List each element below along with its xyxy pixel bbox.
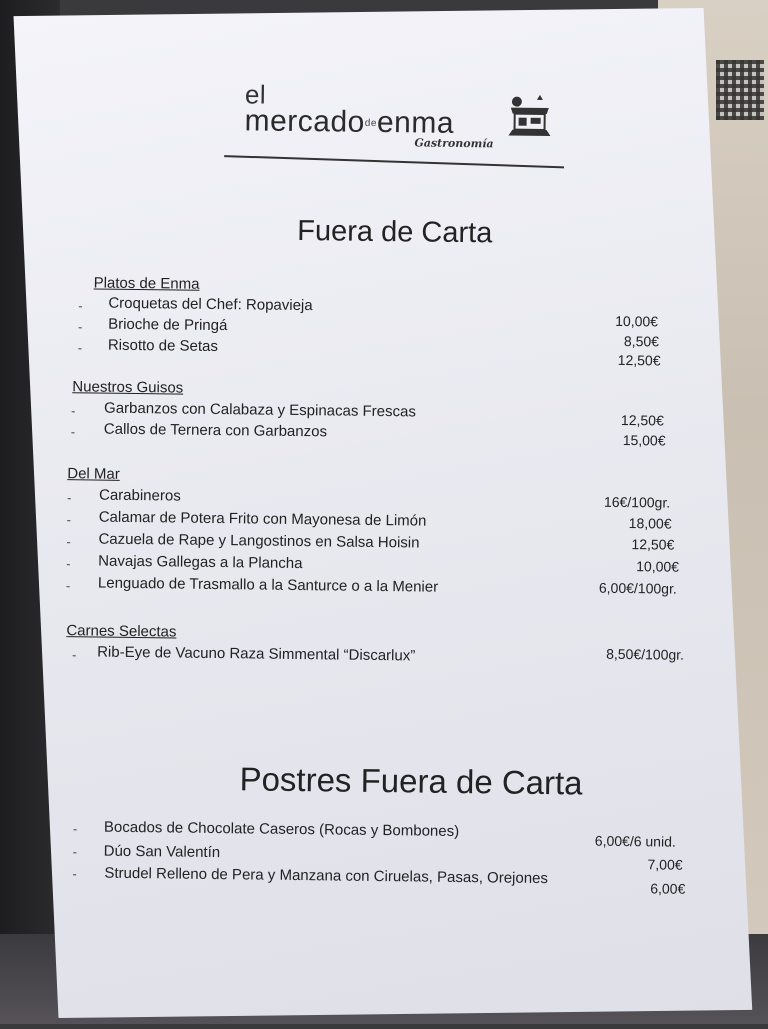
menu-item-price: 10,00€ — [636, 558, 680, 575]
menu-item-price: 16€/100gr. — [603, 493, 671, 511]
menu-item-price: 12,50€ — [617, 351, 661, 369]
dessert-item-price: 7,00€ — [647, 856, 683, 873]
market-stall-icon — [506, 92, 553, 139]
restaurant-logo — [244, 79, 494, 151]
logo-text-de: de — [364, 117, 378, 130]
menu-item-price: 8,50€ — [623, 332, 660, 350]
page-title: Fuera de Carta — [297, 214, 493, 250]
menu-item-price: 12,50€ — [631, 536, 675, 553]
section-heading-del-mar: Del Mar — [67, 465, 120, 483]
item-dash: - — [66, 556, 71, 572]
menu-item-name: Rib-Eye de Vacuno Raza Simmental “Discarlux” — [97, 643, 416, 665]
logo-text-enma: enma — [376, 105, 455, 140]
menu-item-name: Risotto de Setas — [107, 336, 219, 356]
item-dash: - — [66, 534, 71, 550]
item-dash: - — [77, 340, 83, 356]
menu-item-name: Calamar de Potera Frito con Mayonesa de Limón — [98, 508, 427, 530]
section-heading-platos-de-enma: Platos de Enma — [93, 274, 200, 293]
logo-tagline: Gastronomía — [414, 136, 494, 151]
item-dash: - — [72, 866, 77, 882]
logo-divider-line — [224, 155, 564, 168]
menu-item-name: Brioche de Pringá — [108, 315, 228, 335]
item-dash: - — [66, 512, 72, 528]
item-dash: - — [78, 298, 83, 314]
item-dash: - — [70, 424, 76, 440]
menu-item-price: 6,00€/100gr. — [598, 579, 677, 597]
menu-item-price: 18,00€ — [628, 515, 672, 532]
menu-item-name: Lenguado de Trasmallo a la Santurce o a la Menier — [97, 574, 439, 596]
item-dash: - — [78, 319, 83, 335]
menu-item-price: 10,00€ — [615, 312, 659, 330]
item-dash: - — [71, 647, 77, 663]
item-dash: - — [72, 844, 78, 860]
section-heading-carnes-selectas: Carnes Selectas — [66, 622, 177, 641]
menu-item-price: 15,00€ — [622, 431, 666, 449]
logo-text-el: el — [244, 79, 267, 110]
dessert-item-name: Bocados de Chocolate Caseros (Rocas y Bombones) — [103, 818, 460, 840]
dessert-item-price: 6,00€/6 unid. — [594, 832, 676, 850]
item-dash: - — [70, 403, 76, 419]
section-heading-nuestros-guisos: Nuestros Guisos — [72, 378, 184, 397]
item-dash: - — [65, 578, 71, 594]
menu-item-price: 8,50€/100gr. — [606, 645, 685, 663]
item-dash: - — [72, 821, 78, 837]
dessert-item-price: 6,00€ — [650, 880, 686, 897]
menu-item-name: Carabineros — [98, 486, 181, 505]
dessert-item-name: Strudel Relleno de Pera y Manzana con Ciruelas, Pasas, Orejones — [104, 864, 549, 888]
dessert-item-name: Dúo San Valentín — [103, 842, 221, 862]
desserts-title: Postres Fuera de Carta — [239, 760, 583, 802]
logo-text-mercado: mercado — [244, 104, 366, 139]
item-dash: - — [66, 490, 72, 506]
logo-text-main — [244, 106, 454, 140]
menu-item-name: Callos de Ternera con Garbanzos — [103, 420, 328, 441]
menu-item-name: Croquetas del Chef: Ropavieja — [108, 294, 313, 315]
menu-item-price: 12,50€ — [620, 411, 664, 429]
menu-item-name: Cazuela de Rape y Langostinos en Salsa Hoisin — [98, 530, 420, 552]
menu-item-name: Garbanzos con Calabaza y Espinacas Frescas — [103, 399, 417, 421]
menu-item-name: Navajas Gallegas a la Plancha — [98, 552, 303, 573]
